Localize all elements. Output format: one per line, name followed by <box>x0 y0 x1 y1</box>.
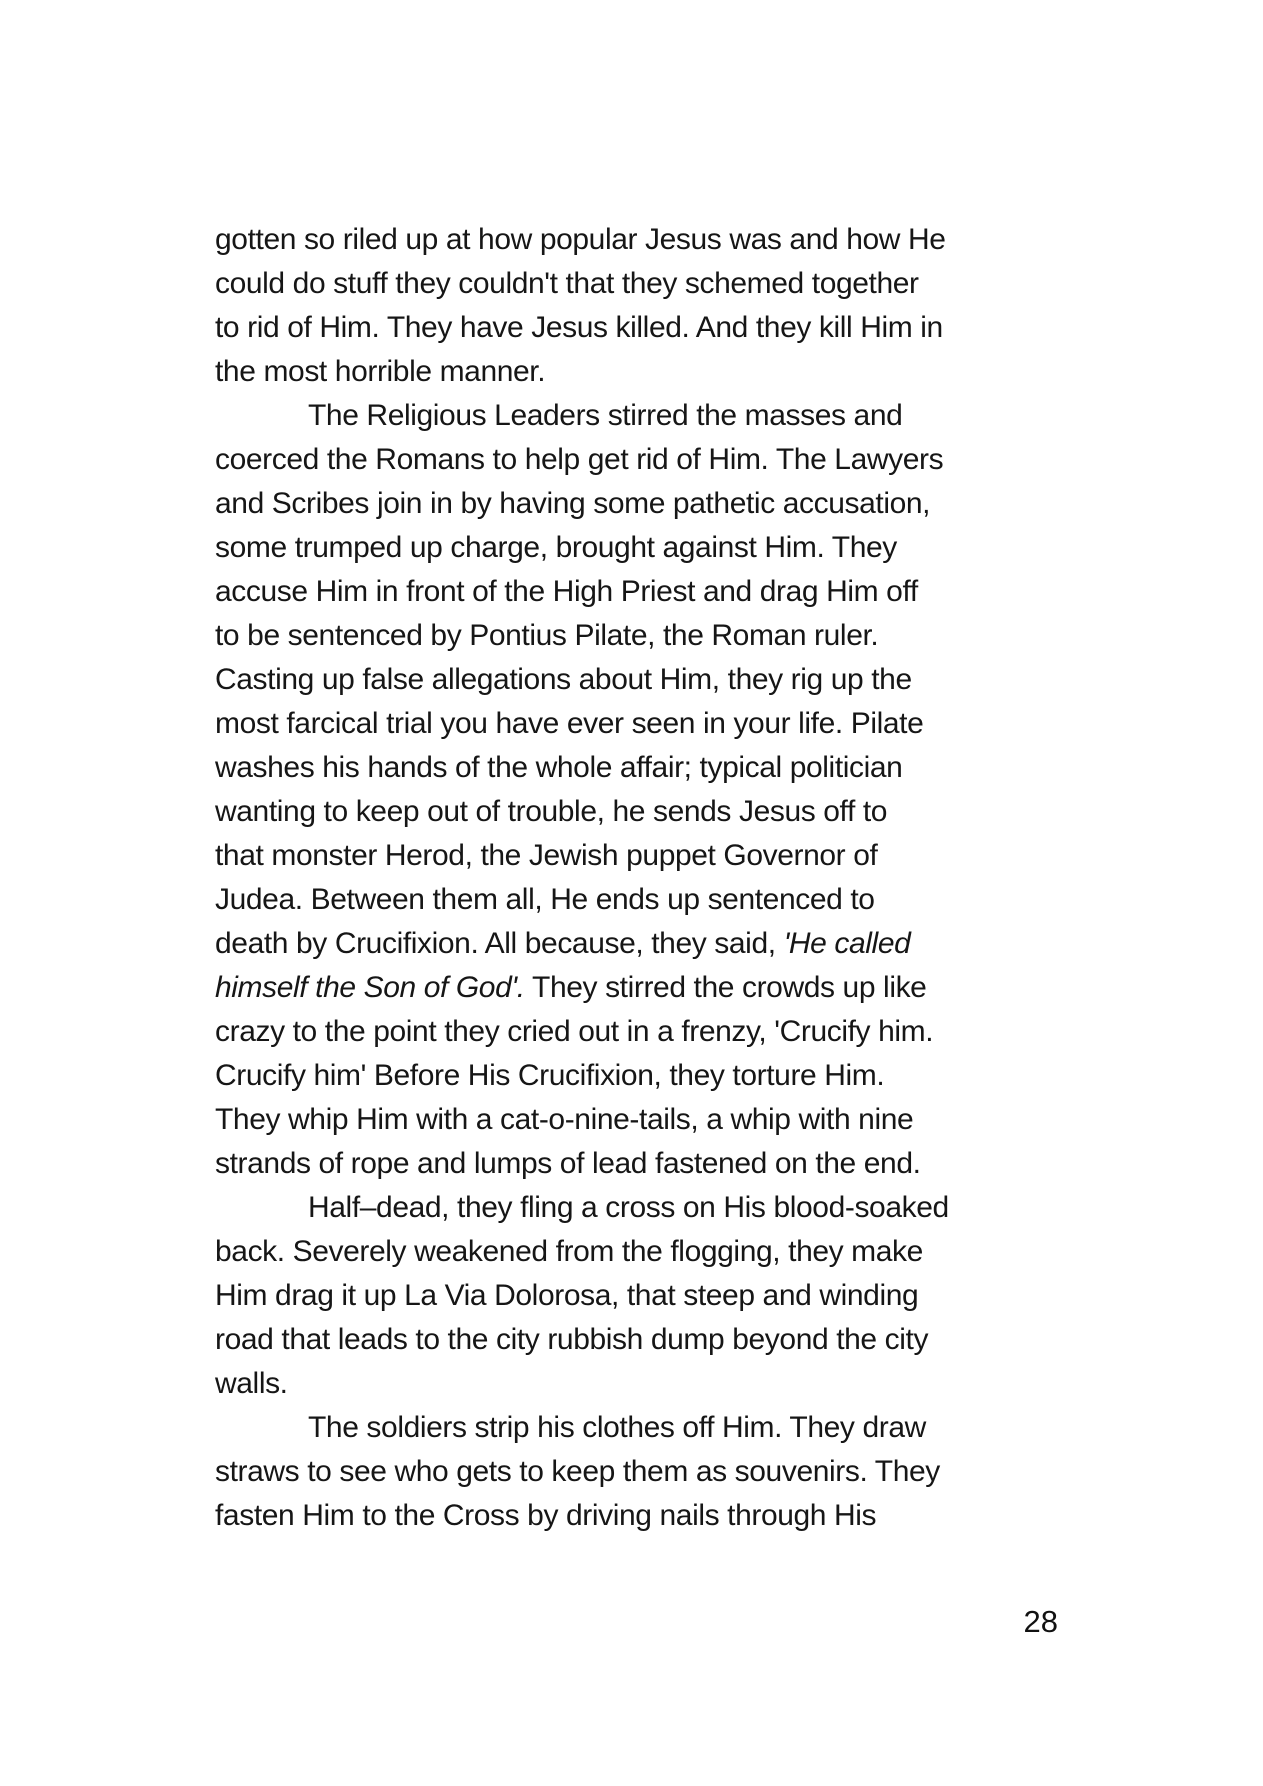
text-run: Judea. Between them all, He ends up sentenced to <box>215 883 875 916</box>
text-line <box>215 1450 1058 1494</box>
text-run: The Religious Leaders stirred the masses and <box>308 399 903 432</box>
text-run: Him drag it up La Via Dolorosa, that steep and winding <box>215 1279 919 1312</box>
text-line <box>215 1010 1058 1054</box>
text-run: strands of rope and lumps of lead fastened on the end. <box>215 1147 921 1180</box>
text-line <box>215 614 1058 658</box>
text-line <box>215 218 1058 262</box>
text-line <box>215 262 1058 306</box>
text-run: himself the Son of God'. <box>215 971 525 1004</box>
body-text <box>215 218 1058 1644</box>
text-run: straws to see who gets to keep them as souvenirs. They <box>215 1455 940 1488</box>
text-line <box>215 790 1058 834</box>
text-run: to be sentenced by Pontius Pilate, the Roman ruler. <box>215 619 879 652</box>
text-run: The soldiers strip his clothes off Him. They draw <box>308 1411 926 1444</box>
text-line <box>215 658 1058 702</box>
text-line <box>215 526 1058 570</box>
text-line <box>215 394 1058 438</box>
text-run: most farcical trial you have ever seen in your life. Pilate <box>215 707 924 740</box>
text-line <box>215 1142 1058 1186</box>
text-run: could do stuff they couldn't that they schemed together <box>215 267 919 300</box>
text-run: accuse Him in front of the High Priest and drag Him off <box>215 575 918 608</box>
text-line <box>215 570 1058 614</box>
text-line <box>215 482 1058 526</box>
text-run: that monster Herod, the Jewish puppet Governor of <box>215 839 878 872</box>
text-line <box>215 306 1058 350</box>
text-line <box>215 702 1058 746</box>
text-line <box>215 1318 1058 1362</box>
text-line <box>215 922 1058 966</box>
text-run: fasten Him to the Cross by driving nails through His <box>215 1499 877 1532</box>
text-line <box>215 746 1058 790</box>
text-run: Casting up false allegations about Him, they rig up the <box>215 663 912 696</box>
text-run: Crucify him' Before His Crucifixion, they torture Him. <box>215 1059 885 1092</box>
text-line <box>215 1274 1058 1318</box>
text-line <box>215 1098 1058 1142</box>
text-line <box>215 1054 1058 1098</box>
text-run: washes his hands of the whole affair; typical politician <box>215 751 903 784</box>
text-run: death by Crucifixion. All because, they said, <box>215 927 784 960</box>
text-run: wanting to keep out of trouble, he sends Jesus off to <box>215 795 888 828</box>
text-line <box>215 1362 1058 1406</box>
text-line <box>215 1230 1058 1274</box>
text-run: 'He called <box>783 927 911 960</box>
page-number: 28 <box>1023 1604 1058 1639</box>
text-run: Half–dead, they fling a cross on His blood-soaked <box>308 1191 949 1224</box>
text-line <box>215 1186 1058 1230</box>
text-run: They whip Him with a cat-o-nine-tails, a whip with nine <box>215 1103 914 1136</box>
text-line <box>215 1494 1058 1538</box>
text-line <box>215 834 1058 878</box>
text-line <box>215 966 1058 1010</box>
text-run: crazy to the point they cried out in a frenzy, 'Crucify him. <box>215 1015 934 1048</box>
text-run: and Scribes join in by having some pathetic accusation, <box>215 487 931 520</box>
text-line <box>215 438 1058 482</box>
text-run: They stirred the crowds up like <box>524 971 927 1004</box>
text-run: road that leads to the city rubbish dump beyond the city <box>215 1323 929 1356</box>
text-line <box>215 1406 1058 1450</box>
text-run: back. Severely weakened from the flogging, they make <box>215 1235 923 1268</box>
text-run: gotten so riled up at how popular Jesus was and how He <box>215 223 946 256</box>
text-run: to rid of Him. They have Jesus killed. And they kill Him in <box>215 311 943 344</box>
text-run: coerced the Romans to help get rid of Him. The Lawyers <box>215 443 944 476</box>
text-run: the most horrible manner. <box>215 355 546 388</box>
text-run: walls. <box>215 1367 288 1400</box>
text-line <box>215 350 1058 394</box>
text-line <box>215 878 1058 922</box>
text-run: some trumped up charge, brought against Him. They <box>215 531 897 564</box>
